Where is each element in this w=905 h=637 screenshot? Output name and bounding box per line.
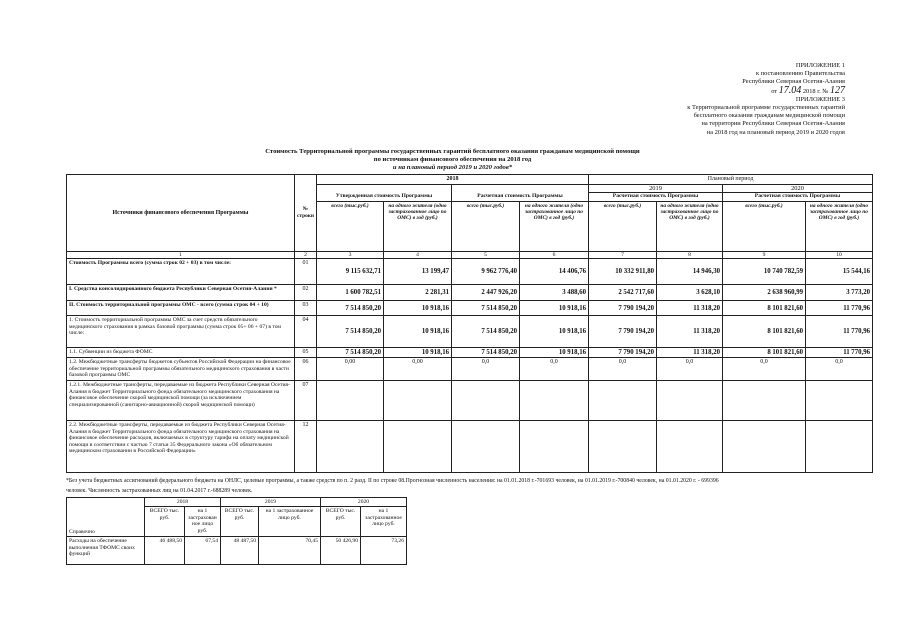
header-approved-cost: Утвержденная стоимость Программы xyxy=(317,185,452,202)
cell-value: 0,0 xyxy=(520,358,589,381)
appendix-ref-line: на территории Республики Северная Осетия-Алания xyxy=(701,120,845,128)
appendix-title: ПРИЛОЖЕНИЕ 1 xyxy=(795,62,845,69)
column-number: 2 xyxy=(295,252,317,259)
column-number: 9 xyxy=(723,252,806,259)
header-calc-cost: Расчетная стоимость Программы xyxy=(612,193,699,199)
cell-value: 7 514 850,20 xyxy=(452,316,520,348)
cell-value: 8 101 821,60 xyxy=(723,348,806,358)
header-per-insured: на 1 застрахованное лицо руб. xyxy=(361,507,407,537)
cell-value: 7 514 850,20 xyxy=(317,316,384,348)
header-total: ВСЕГО тыс. руб. xyxy=(221,507,259,537)
column-number: 1 xyxy=(67,252,295,259)
appendix-ref-line: к Территориальной программе государственных гарантий xyxy=(687,104,845,111)
cell-value: 11 770,96 xyxy=(806,316,873,348)
row-number: 07 xyxy=(295,381,317,421)
row-number: 03 xyxy=(295,301,317,316)
cell-value: 11 318,20 xyxy=(657,348,723,358)
appendix-ref-line: к постановлению Правительства xyxy=(755,70,845,78)
table-row xyxy=(67,285,873,301)
cell-value: 10 332 911,80 xyxy=(589,259,657,285)
footnote: человек. Численность застрахованных лиц на 01.04.2017 г.-688289 человек. xyxy=(66,488,253,494)
header-source: Источники финансового обеспечения Программы xyxy=(67,175,295,252)
column-number: 5 xyxy=(452,252,520,259)
cell-value: 14 406,76 xyxy=(520,259,589,285)
header-total: всего (тыс.руб.) xyxy=(723,202,806,252)
header-total: ВСЕГО тыс. руб. xyxy=(145,507,185,537)
cell-value: 2 542 717,60 xyxy=(589,285,657,301)
cell-value: 7 790 194,20 xyxy=(589,348,657,358)
header-total: всего (тыс.руб.) xyxy=(452,202,520,252)
cell-value: 10 918,16 xyxy=(384,348,452,358)
cell-value: 2 281,31 xyxy=(384,285,452,301)
document-subtitle: и на плановый период 2019 и 2020 годов* xyxy=(392,164,513,171)
cell-value: 0,0 xyxy=(806,358,873,381)
column-number: 6 xyxy=(520,252,589,259)
cell-value: 7 514 850,20 xyxy=(317,301,384,316)
row-number: 04 xyxy=(295,316,317,348)
cell-value: 10 918,16 xyxy=(520,348,589,358)
cell-value: 7 514 850,20 xyxy=(317,348,384,358)
row-number: 01 xyxy=(295,259,317,285)
row-label: 1. Стоимость территориальной программы ОМС за счет средств обязательного медицинского страхования в рамках базовой программы (сумма строк 05+ 06 + 07) в том числе: xyxy=(67,316,295,348)
table-row xyxy=(67,348,873,358)
appendix-ref-line: бесплатного оказания гражданам медицинской помощи xyxy=(693,112,845,120)
row-number: 06 xyxy=(295,358,317,381)
cell-value: 3 628,10 xyxy=(657,285,723,301)
row-label: Стоимость Программы всего (сумма строк 02 + 03) в том числе: xyxy=(67,259,295,285)
header-2020-block xyxy=(723,185,873,202)
header-per-insured: на 1 застрахованное лицо руб. xyxy=(259,507,321,537)
cell-value: 48 487,50 xyxy=(221,537,259,565)
cell-value: 7 790 194,20 xyxy=(589,301,657,316)
document-title: Стоимость Территориальной программы государственных гарантий бесплатного оказания гражданам медицинской помощи xyxy=(265,148,640,155)
cell-value: 67,54 xyxy=(185,537,221,565)
cell-value: 15 544,16 xyxy=(806,259,873,285)
row-label: 1.1. Субвенции из бюджета ФОМС xyxy=(67,348,295,358)
cell-value: 14 946,30 xyxy=(657,259,723,285)
header-calc-cost: Расчетная стоимость Программы xyxy=(452,185,589,202)
cell-value: 10 918,16 xyxy=(384,301,452,316)
cell-value: 7 790 194,20 xyxy=(589,316,657,348)
cell-value: 0,00 xyxy=(384,358,452,381)
row-label: 1.2. Межбюджетные трансферты бюджетов субъектов Российской Федерации на финансовое обеспечение территориальной программы обязательного медицинского страхования в части базовой программы ОМС xyxy=(67,358,295,381)
header-year-2018: 2018 xyxy=(145,498,221,507)
column-number: 4 xyxy=(384,252,452,259)
table-row xyxy=(67,358,873,381)
cell-value: 7 514 850,20 xyxy=(452,348,520,358)
header-row-number: № строки xyxy=(295,175,317,252)
cell-value: 2 638 960,99 xyxy=(723,285,806,301)
header-planned-period: Плановый период xyxy=(589,175,873,185)
header-per-capita: на одного жителя (одно застрахованное лицо по ОМС) в год (руб.) xyxy=(384,202,452,252)
cell-value: 11 770,96 xyxy=(806,301,873,316)
cell-value: 3 488,60 xyxy=(520,285,589,301)
cell-value: 1 600 782,51 xyxy=(317,285,384,301)
cell-value: 9 115 632,71 xyxy=(317,259,384,285)
header-year-2018: 2018 xyxy=(317,175,589,185)
header-calc-cost: Расчетная стоимость Программы xyxy=(754,193,841,199)
handwritten-date: 17.04 xyxy=(778,84,802,96)
cell-value: 8 101 821,60 xyxy=(723,316,806,348)
cell-value: 50 426,90 xyxy=(321,537,361,565)
cell-value: 11 770,96 xyxy=(806,348,873,358)
cell-value: 11 318,20 xyxy=(657,301,723,316)
cell-value: 0,0 xyxy=(657,358,723,381)
appendix-ref-line: Республики Северная Осетия-Алания xyxy=(742,78,845,86)
row-number: 02 xyxy=(295,285,317,301)
table-row xyxy=(67,537,407,565)
row-number: 05 xyxy=(295,348,317,358)
cell-value: 13 199,47 xyxy=(384,259,452,285)
header-per-capita: на одного жителя (одно застрахованное лицо по ОМС) в год (руб.) xyxy=(806,202,873,252)
row-label: Расходы на обеспечение выполнения ТФОМС своих функций xyxy=(67,537,145,565)
header-total: всего (тыс.руб.) xyxy=(317,202,384,252)
cell-value: 8 101 821,60 xyxy=(723,301,806,316)
column-number: 3 xyxy=(317,252,384,259)
table-row xyxy=(67,381,873,421)
reference-label: Справочно xyxy=(67,498,145,537)
document-subtitle: по источникам финансового обеспечения на 2018 год xyxy=(373,156,532,163)
column-number: 10 xyxy=(806,252,873,259)
cell-value: 10 918,16 xyxy=(384,316,452,348)
appendix-ref-line: на 2018 год на плановый период 2019 и 2020 годов xyxy=(706,128,845,136)
header-year-2020: 2020 xyxy=(723,185,872,193)
row-label: I. Средства консолидированного бюджета Республики Северная Осетия-Алания * xyxy=(67,285,295,301)
cell-value: 10 918,16 xyxy=(520,301,589,316)
appendix-header-1 xyxy=(742,62,845,104)
row-label: II. Стоимость территориальной программы ОМС - всего (сумма строк 04 + 10) xyxy=(67,301,295,316)
cell-value: 0,0 xyxy=(589,358,657,381)
decree-date-line: от 17.04 2018 г. № 127 xyxy=(771,84,845,96)
cell-value: 0,0 xyxy=(723,358,806,381)
cell-value: 10 740 782,59 xyxy=(723,259,806,285)
header-per-insured: на 1 застрахован ное лицо руб. xyxy=(185,507,221,537)
header-per-capita: на одного жителя (одно застрахованное лицо по ОМС) в год (руб.) xyxy=(657,202,723,252)
table-row xyxy=(67,259,873,285)
handwritten-number: 127 xyxy=(830,84,845,96)
appendix-title: ПРИЛОЖЕНИЕ 3 xyxy=(795,95,845,103)
table-row xyxy=(67,301,873,316)
cell-value: 9 962 776,40 xyxy=(452,259,520,285)
row-label: 2.2. Межбюджетные трансферты, передаваемые из бюджета Республики Северная Осетия-Алания в бюджет Территориального фонда обязательного медицинского страхования на финансовое обеспечение расходов, включаемых в структуру тарифа на оплату медицинской помощи в соответствии с частью 7 статьи 35 Федерального закона «Об обязательном медицинском страховании в Российской Федерации» xyxy=(67,421,295,473)
reference-table xyxy=(66,497,407,565)
header-total: всего (тыс.руб.) xyxy=(589,202,657,252)
cell-value: 46 488,50 xyxy=(145,537,185,565)
cell-value: 11 318,20 xyxy=(657,316,723,348)
column-number: 8 xyxy=(657,252,723,259)
appendix-header-2 xyxy=(687,104,845,137)
cell-value: 0,00 xyxy=(317,358,384,381)
header-year-2020: 2020 xyxy=(321,498,407,507)
cell-value: 7 514 850,20 xyxy=(452,301,520,316)
cost-table xyxy=(66,174,873,473)
header-year-2019: 2019 xyxy=(589,185,722,193)
footnote: *Без учета бюджетных ассигнований федерального бюджета на ОНЛС, целевые программы, а также средств по п. 2 разд. II по строке 08.Прогнозная численность населения: на 01.01.2018 г.-701693 человек, на 01.01.2019 г.-700840 человек, на 01.01.2020 г. - 699396 xyxy=(66,478,719,484)
cell-value: 0,0 xyxy=(452,358,520,381)
row-number: 12 xyxy=(295,421,317,473)
row-label: 1.2.1. Межбюджетные трансферты, передаваемые из бюджета Республики Северная Осетия-Алания в бюджет Территориального фонда обязательного медицинского страхования на финансовое обеспечение скорой медицинской помощи (за исключением специализированной (санитарно-авиационной) скорой медицинской помощи) xyxy=(67,381,295,421)
header-per-capita: на одного жителя (одно застрахованное лицо по ОМС) в год (руб.) xyxy=(520,202,589,252)
cell-value: 73,26 xyxy=(361,537,407,565)
header-year-2019: 2019 xyxy=(221,498,321,507)
column-number: 7 xyxy=(589,252,657,259)
cell-value: 2 447 926,20 xyxy=(452,285,520,301)
cell-value: 70,45 xyxy=(259,537,321,565)
cell-value: 3 773,20 xyxy=(806,285,873,301)
table-row xyxy=(67,421,873,473)
header-2019-block xyxy=(589,185,723,202)
header-total: ВСЕГО тыс. руб. xyxy=(321,507,361,537)
table-row xyxy=(67,316,873,348)
cell-value: 10 918,16 xyxy=(520,316,589,348)
